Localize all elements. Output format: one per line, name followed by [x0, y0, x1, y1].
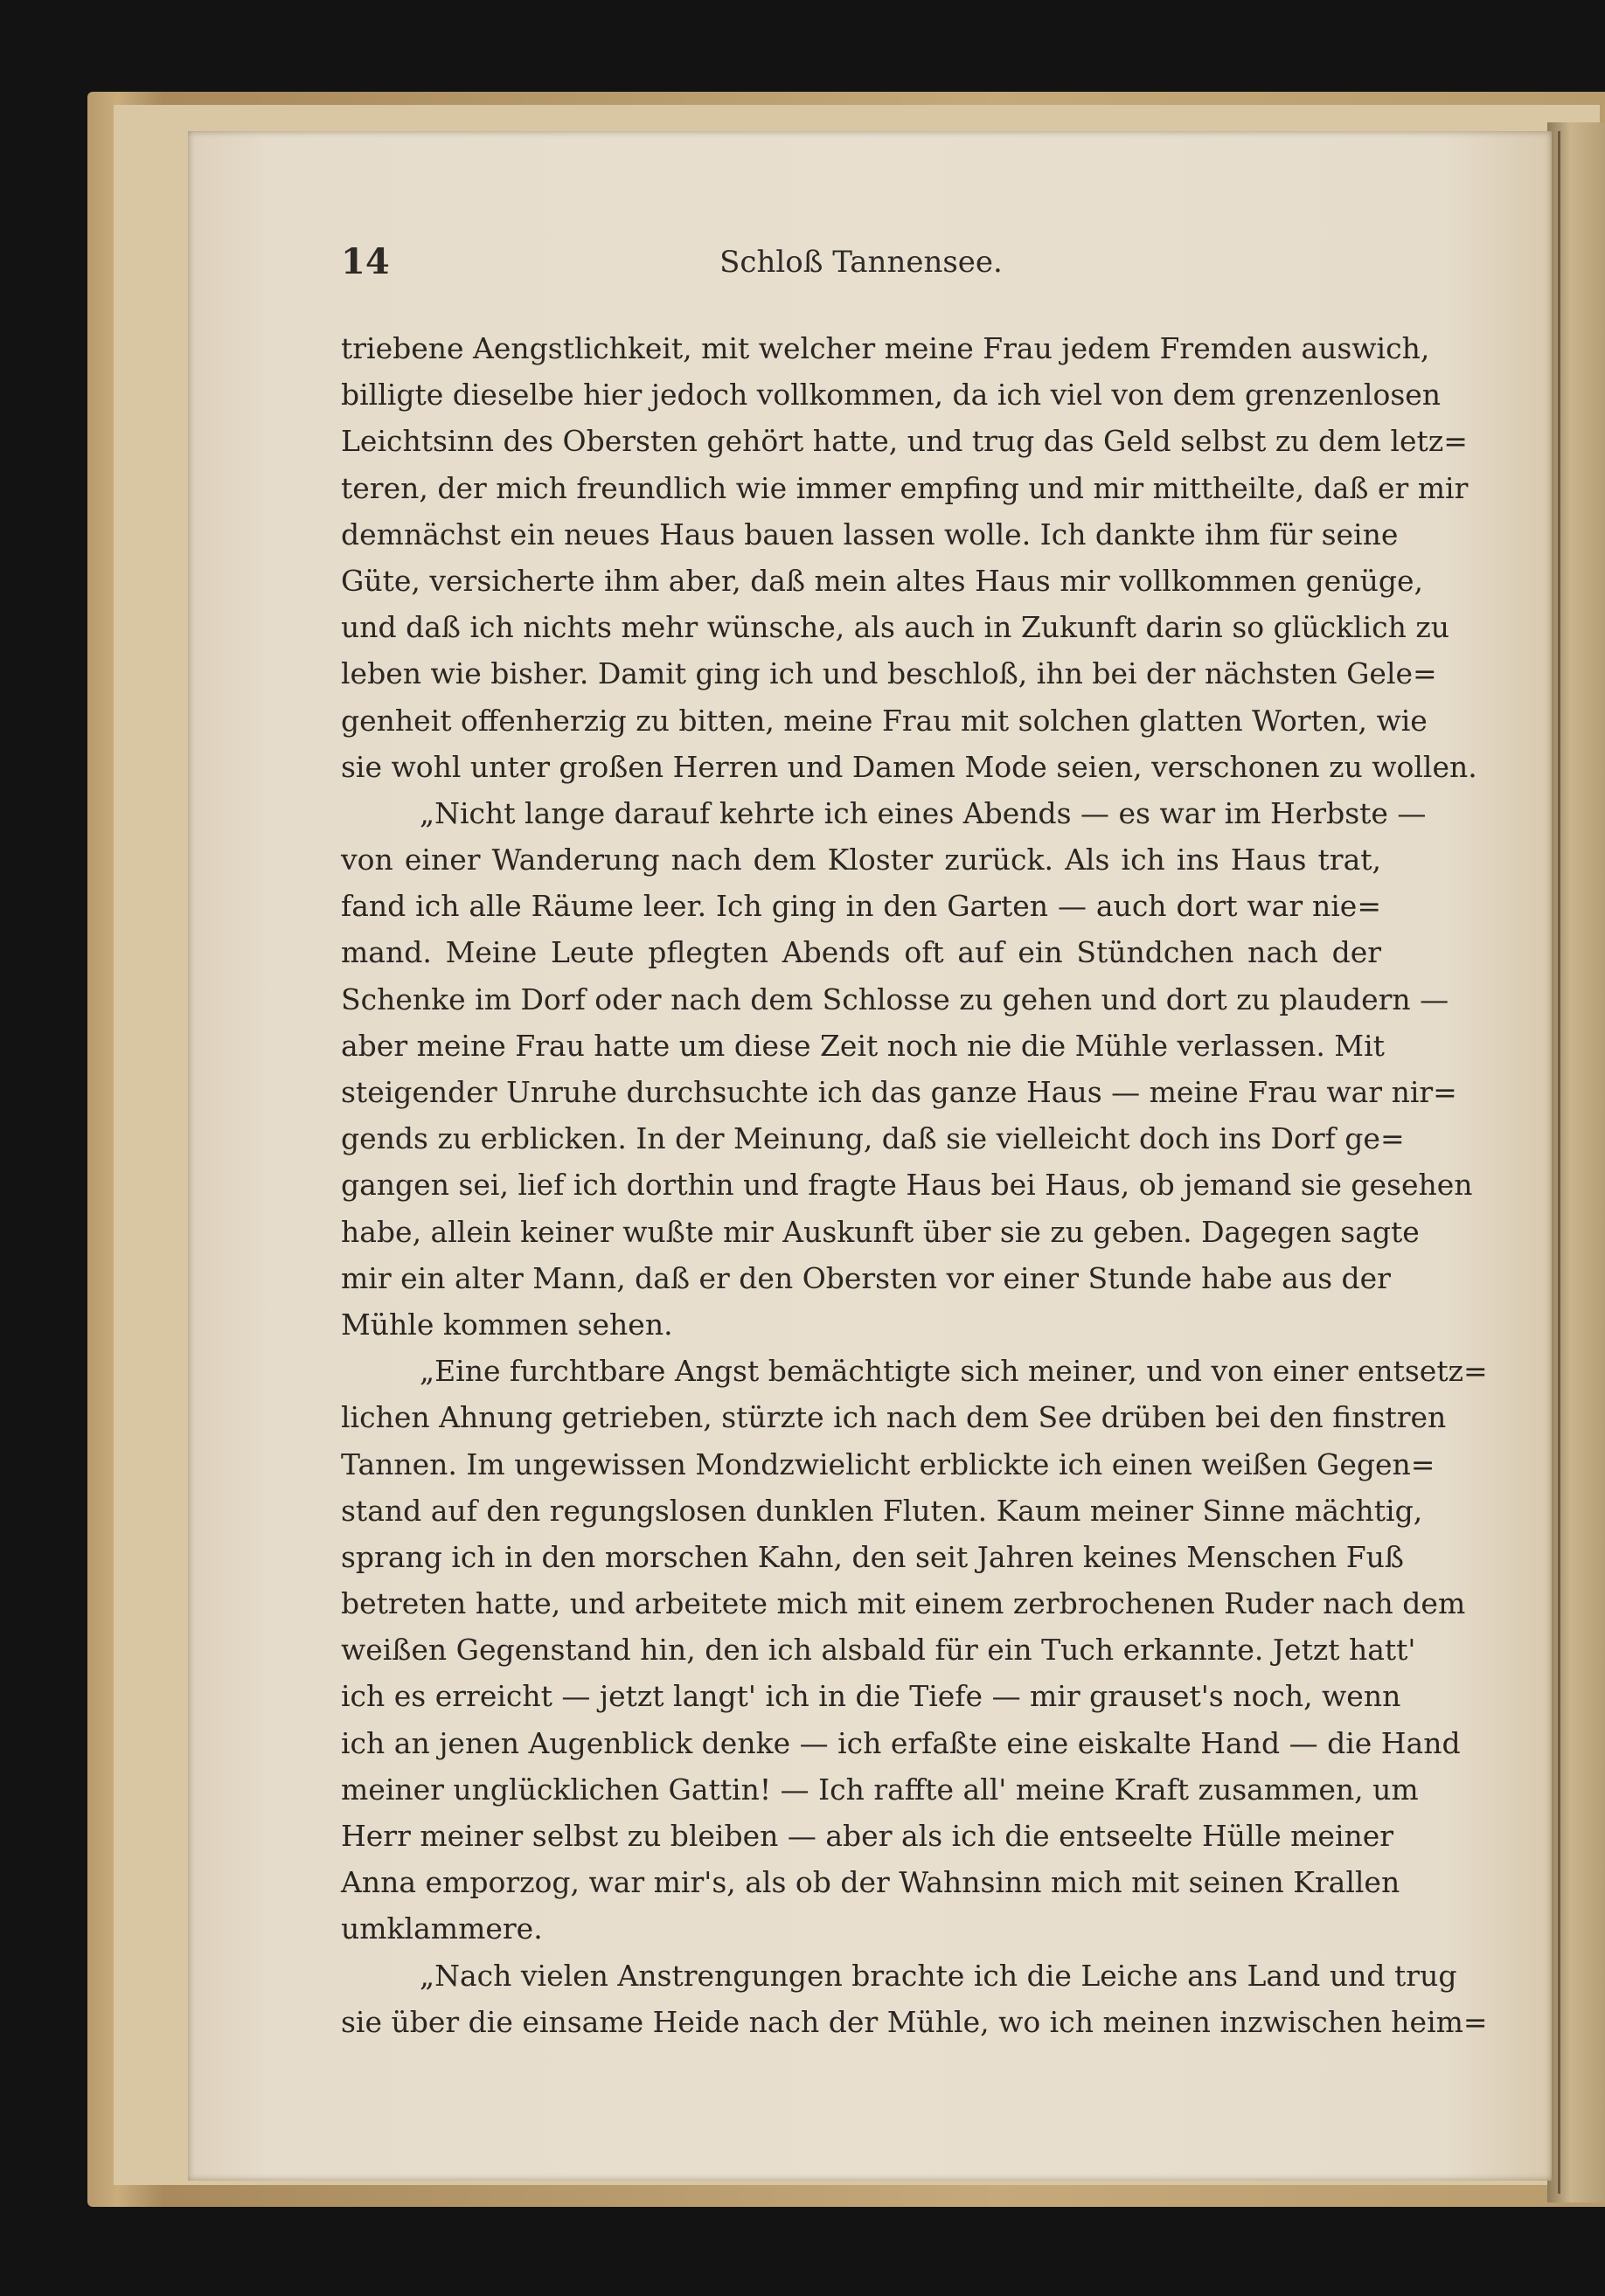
running-title: Schloß Tannensee. — [719, 245, 1003, 280]
text-line: sie über die einsame Heide nach der Mühle, wo ich meinen inzwischen heim= — [341, 2004, 1488, 2039]
text-line: von einer Wanderung nach dem Kloster zurück. Als ich ins Haus trat, — [341, 843, 1381, 877]
page-gutter-line — [1558, 131, 1560, 2194]
book-right-edge — [1547, 122, 1605, 2202]
text-line: billigte dieselbe hier jedoch vollkommen, da ich viel von dem grenzenlosen — [341, 378, 1442, 413]
text-line: gangen sei, lief ich dorthin und fragte Haus bei Haus, ob jemand sie gesehen — [341, 1168, 1473, 1203]
text-line: habe, allein keiner wußte mir Auskunft über sie zu geben. Dagegen sagte — [341, 1214, 1420, 1249]
body-text — [341, 325, 1488, 2045]
text-line: fand ich alle Räume leer. Ich ging in den Garten — auch dort war nie= — [341, 889, 1381, 924]
text-line: lichen Ahnung getrieben, stürzte ich nach dem See drüben bei den finstren — [341, 1400, 1447, 1435]
text-line: aber meine Frau hatte um diese Zeit noch nie die Mühle verlassen. Mit — [341, 1028, 1385, 1063]
text-line: „Eine furchtbare Angst bemächtigte sich meiner, und von einer entsetz= — [420, 1354, 1488, 1389]
text-line: teren, der mich freundlich wie immer empfing und mir mittheilte, daß er mir — [341, 470, 1469, 505]
text-line: mand. Meine Leute pflegten Abends oft auf ein Stündchen nach der — [341, 935, 1381, 970]
text-line: demnächst ein neues Haus bauen lassen wolle. Ich dankte ihm für seine — [341, 517, 1399, 551]
text-line: betreten hatte, und arbeitete mich mit einem zerbrochenen Ruder nach dem — [341, 1586, 1466, 1621]
text-line: ich es erreicht — jetzt langt' ich in die Tiefe — mir grauset's noch, wenn — [341, 1679, 1401, 1714]
text-line: steigender Unruhe durchsuchte ich das ganze Haus — meine Frau war nir= — [341, 1075, 1457, 1109]
text-line: Leichtsinn des Obersten gehört hatte, und trug das Geld selbst zu dem letz= — [341, 424, 1468, 459]
text-line: Tannen. Im ungewissen Mondzwielicht erblickte ich einen weißen Gegen= — [341, 1446, 1435, 1481]
text-line: umklammere. — [341, 1911, 543, 1946]
text-line: gends zu erblicken. In der Meinung, daß sie vielleicht doch ins Dorf ge= — [341, 1121, 1405, 1156]
page-number: 14 — [341, 241, 390, 282]
text-line: triebene Aengstlichkeit, mit welcher meine Frau jedem Fremden auswich, — [341, 331, 1430, 365]
text-line: meiner unglücklichen Gattin! — Ich raffte all' meine Kraft zusammen, um — [341, 1772, 1419, 1807]
text-line: Anna emporzog, war mir's, als ob der Wahnsinn mich mit seinen Krallen — [341, 1865, 1400, 1900]
text-line: stand auf den regungslosen dunklen Fluten. Kaum meiner Sinne mächtig, — [341, 1493, 1423, 1528]
text-line: weißen Gegenstand hin, den ich alsbald für ein Tuch erkannte. Jetzt hatt' — [341, 1633, 1416, 1668]
text-line: „Nicht lange darauf kehrte ich eines Abends — es war im Herbste — — [420, 795, 1427, 830]
text-line: ich an jenen Augenblick denke — ich erfaßte eine eiskalte Hand — die Hand — [341, 1725, 1461, 1760]
text-line: sie wohl unter großen Herren und Damen Mode seien, verschonen zu wollen. — [341, 749, 1477, 784]
text-line: sprang ich in den morschen Kahn, den seit Jahren keines Menschen Fuß — [341, 1539, 1404, 1574]
text-line: „Nach vielen Anstrengungen brachte ich die Leiche ans Land und trug — [420, 1958, 1457, 1993]
text-line: und daß ich nichts mehr wünsche, als auch in Zukunft darin so glücklich zu — [341, 610, 1450, 645]
text-line: Güte, versicherte ihm aber, daß mein altes Haus mir vollkommen genüge, — [341, 563, 1423, 598]
text-line: mir ein alter Mann, daß er den Obersten vor einer Stunde habe aus der — [341, 1260, 1391, 1295]
page-header — [341, 241, 1381, 285]
text-line: Mühle kommen sehen. — [341, 1307, 673, 1342]
text-line: Herr meiner selbst zu bleiben — aber als ich die entseelte Hülle meiner — [341, 1819, 1394, 1853]
text-line: leben wie bisher. Damit ging ich und beschloß, ihn bei der nächsten Gele= — [341, 656, 1437, 691]
text-line: Schenke im Dorf oder nach dem Schlosse zu gehen und dort zu plaudern — — [341, 982, 1449, 1016]
text-line: genheit offenherzig zu bitten, meine Frau mit solchen glatten Worten, wie — [341, 703, 1428, 738]
